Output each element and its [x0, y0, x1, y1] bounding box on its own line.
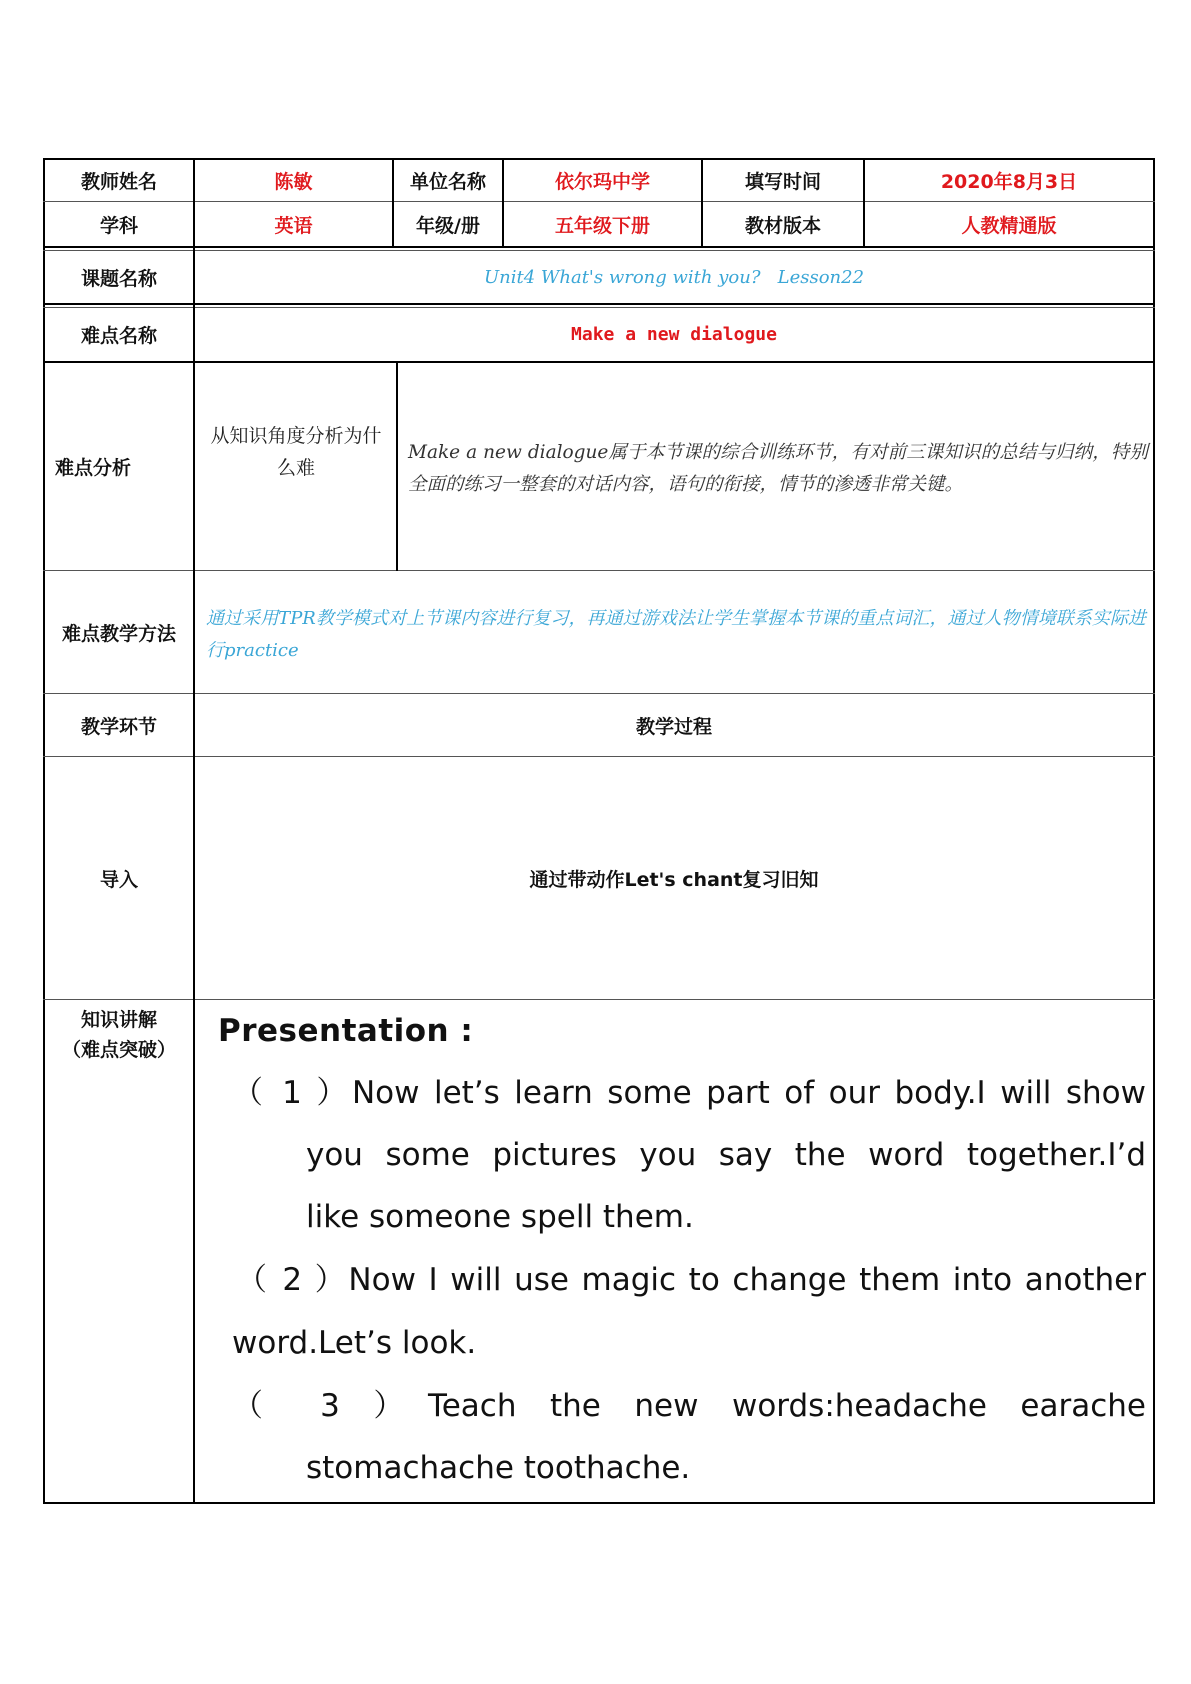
- grade-label: 年级/册: [416, 215, 480, 237]
- item2-line1: （ 2 ）Now I will use magic to change them into another: [236, 1262, 1146, 1298]
- item3-line1: （ 3 ）Teach the new words:headache earache: [232, 1388, 1146, 1424]
- presentation-content: [196, 1000, 1146, 1498]
- unit-value: 依尔玛中学: [554, 171, 650, 193]
- textbook-value: 人教精通版: [961, 215, 1057, 237]
- analysis-sub-label: 从知识角度分析为什么难: [210, 425, 382, 479]
- intro-text: 通过带动作Let's chant复习旧知: [529, 868, 819, 891]
- row-divider: [43, 303, 1155, 305]
- difficulty-label: 难点名称: [80, 325, 157, 347]
- presentation-heading: Presentation :: [218, 1013, 474, 1049]
- teacher-name-label: 教师姓名: [80, 171, 157, 193]
- process-label: 教学过程: [635, 715, 712, 738]
- topic-label: 课题名称: [80, 267, 157, 290]
- row-divider: [43, 361, 1155, 363]
- intro-label: 导入: [99, 868, 138, 891]
- analysis-text: Make a new dialogue属于本节课的综合训练环节，有对前三课知识的总结与归纳，特别全面的练习一整套的对话内容，语句的衔接，情节的渗透非常关键。: [408, 442, 1148, 495]
- teacher-name-value: 陈敏: [274, 171, 313, 193]
- subject-value: 英语: [274, 215, 313, 237]
- row-divider: [43, 570, 1155, 571]
- subject-label: 学科: [99, 215, 138, 237]
- item2-line2: word.Let’s look.: [232, 1325, 477, 1361]
- method-text: 通过采用TPR教学模式对上节课内容进行复习，再通过游戏法让学生掌握本节课的重点词汇，通过人物情境联系实际进行practice: [206, 608, 1146, 661]
- topic-value: Unit4 What's wrong with you? Lesson22: [483, 266, 865, 288]
- knowledge-label: [45, 1005, 193, 1065]
- textbook-label: 教材版本: [744, 215, 821, 237]
- knowledge-label-line2: （难点突破）: [61, 1039, 176, 1061]
- difficulty-value: Make a new dialogue: [571, 324, 777, 345]
- column-divider: [396, 362, 398, 571]
- analysis-label: 难点分析: [55, 456, 132, 479]
- item3-line2: stomachache toothache.: [306, 1450, 691, 1486]
- item1-line2: you some pictures you say the word together.I’d: [306, 1137, 1146, 1173]
- item1-line3: like someone spell them.: [306, 1199, 694, 1235]
- unit-label: 单位名称: [409, 171, 486, 193]
- date-label: 填写时间: [744, 171, 821, 193]
- row-divider: [43, 201, 1155, 202]
- date-value: 2020年8月3日: [940, 171, 1078, 193]
- item1-line1: （ 1 ）Now let’s learn some part of our body.I will show: [232, 1075, 1146, 1111]
- row-divider: [43, 246, 1155, 248]
- stage-label: 教学环节: [80, 715, 157, 738]
- grade-value: 五年级下册: [554, 215, 650, 237]
- method-label: 难点教学方法: [61, 622, 176, 645]
- knowledge-label-line1: 知识讲解: [80, 1009, 157, 1031]
